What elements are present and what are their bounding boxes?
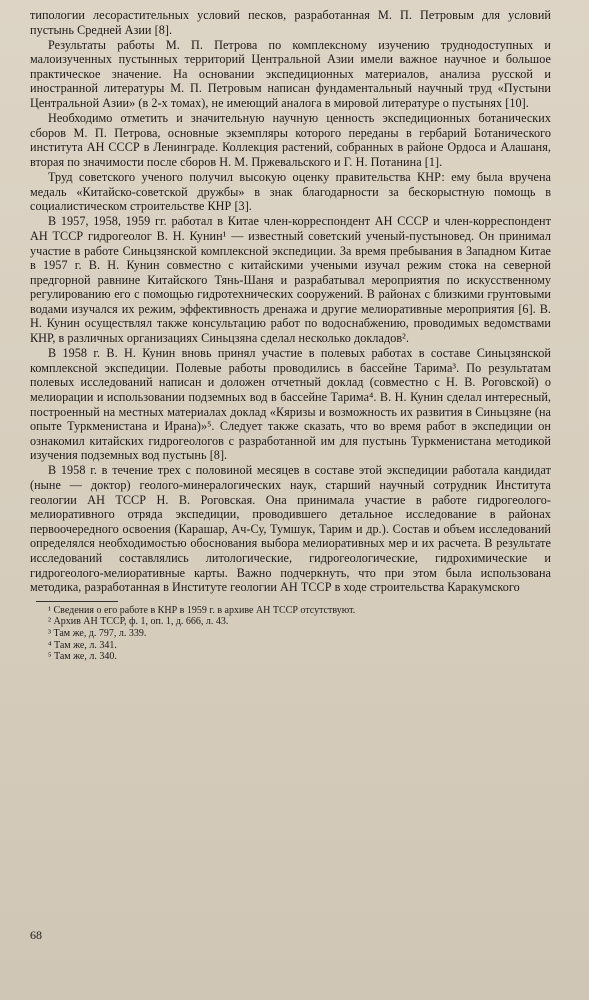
footnote-4: ⁴ Там же, л. 341. bbox=[48, 639, 117, 651]
paragraph-1: типологии лесорастительных условий песков, разработанная М. П. Петровым для условий пустынь Средней Азии [8]. bbox=[30, 8, 551, 37]
paragraph-4: Труд советского ученого получил высокую оценку правительства КНР: ему была вручена медаль «Китайско-советской дружбы» в знак благодарности за бескорыстную помощь в социалистическом строительстве КНР [3]. bbox=[30, 170, 551, 214]
page-number: 68 bbox=[30, 928, 42, 942]
footnote-2: ² Архив АН ТССР, ф. 1, оп. 1, д. 666, л. 43. bbox=[48, 616, 229, 628]
footnote-1: ¹ Сведения о его работе в КНР в 1959 г. в архиве АН ТССР отсутствуют. bbox=[48, 604, 356, 616]
paragraph-6: В 1958 г. В. Н. Кунин вновь принял участие в полевых работах в составе Синьцзянской комплексной экспедиции. Полевые работы проводились в бассейне Тарима³. По результатам полевых исследований написан и доложен отчетный доклад (совместно с Н. В. Роговской) о мелиорации и использовании подземных вод в бассейне Тарима⁴. В. Н. Кунин сделал интересный, построенный на местных материалах доклад «Кяризы и возможность их развития в Синьцзяне (на опыте Туркменистана и Ирана)»⁵. Следует также сказать, что во время работ в экспедиции он ознакомил китайских гидрогеологов с разработанной им для пустынь Туркменистана методикой изучения подземных вод пустынь [8]. bbox=[30, 346, 551, 463]
main-text bbox=[30, 8, 551, 595]
footnote-divider bbox=[36, 601, 118, 602]
paragraph-5: В 1957, 1958, 1959 гг. работал в Китае член-корреспондент АН СССР и член-корреспондент АН ТССР гидрогеолог В. Н. Кунин¹ — известный советский ученый-пустыновед. Он принимал участие в работе Синьцзянской комплексной экспедиции. За время пребывания в Западном Китае в 1957 г. В. Н. Кунин совместно с китайскими учеными изучал режим стока на северной предгорной равнине Китайского Тянь-Шаня и разрабатывал мероприятия по искусственному регулированию его с помощью гидротехнических сооружений. В районах с близкими грунтовыми водами изучался их режим, эффективность дренажа и другие мелиоративные мероприятия [6]. В. Н. Кунин осуществлял также консультацию работ по водоснабжению, проводимых ведомствами КНР, в различных организациях Синьцзяна сделал несколько докладов². bbox=[30, 214, 551, 346]
paragraph-7: В 1958 г. в течение трех с половиной месяцев в составе этой экспедиции работала кандидат (ныне — доктор) геолого-минералогических наук, старший научный сотрудник Института геологии АН ТССР Н. В. Роговская. Она принимала участие в работе гидрогеолого-мелиоративного отряда экспедиции, проводившего детальное исследование в районах первоочередного освоения (Карашар, Ач-Су, Тумшук, Тарим и др.). Состав и объем исследований определялся необходимостью обоснования выбора мелиоративных мер и их расчета. В результате исследований составлялись литологические, гидрогеологические, гидрохимические и гидрогеолого-мелиоративные карты. Важно подчеркнуть, что при этом была использована методика, разработанная в Институте геологии АН ТССР в ходе строительства Каракумского bbox=[30, 463, 551, 595]
paragraph-3: Необходимо отметить и значительную научную ценность экспедиционных ботанических сборов М. П. Петрова, основные экземпляры которого переданы в гербарий Ботанического института АН СССР в Ленинграде. Коллекция растений, собранных в районе Ордоса и Алашаня, вторая по значимости после сборов Н. М. Пржевальского и Г. Н. Потанина [1]. bbox=[30, 111, 551, 169]
footnote-5: ⁵ Там же, л. 340. bbox=[48, 651, 117, 663]
footnote-3: ³ Там же, д. 797, л. 339. bbox=[48, 627, 147, 639]
footnotes bbox=[48, 605, 551, 663]
paragraph-2: Результаты работы М. П. Петрова по комплексному изучению труднодоступных и малоизученных пустынных территорий Центральной Азии имели важное научное и большое практическое значение. На основании экспедиционных материалов, анализа русской и иностранной литературы М. П. Петровым написан фундаментальный научный труд «Пустыни Центральной Азии» (в 2-х томах), не имеющий аналога в мировой литературе о пустынях [10]. bbox=[30, 37, 551, 111]
